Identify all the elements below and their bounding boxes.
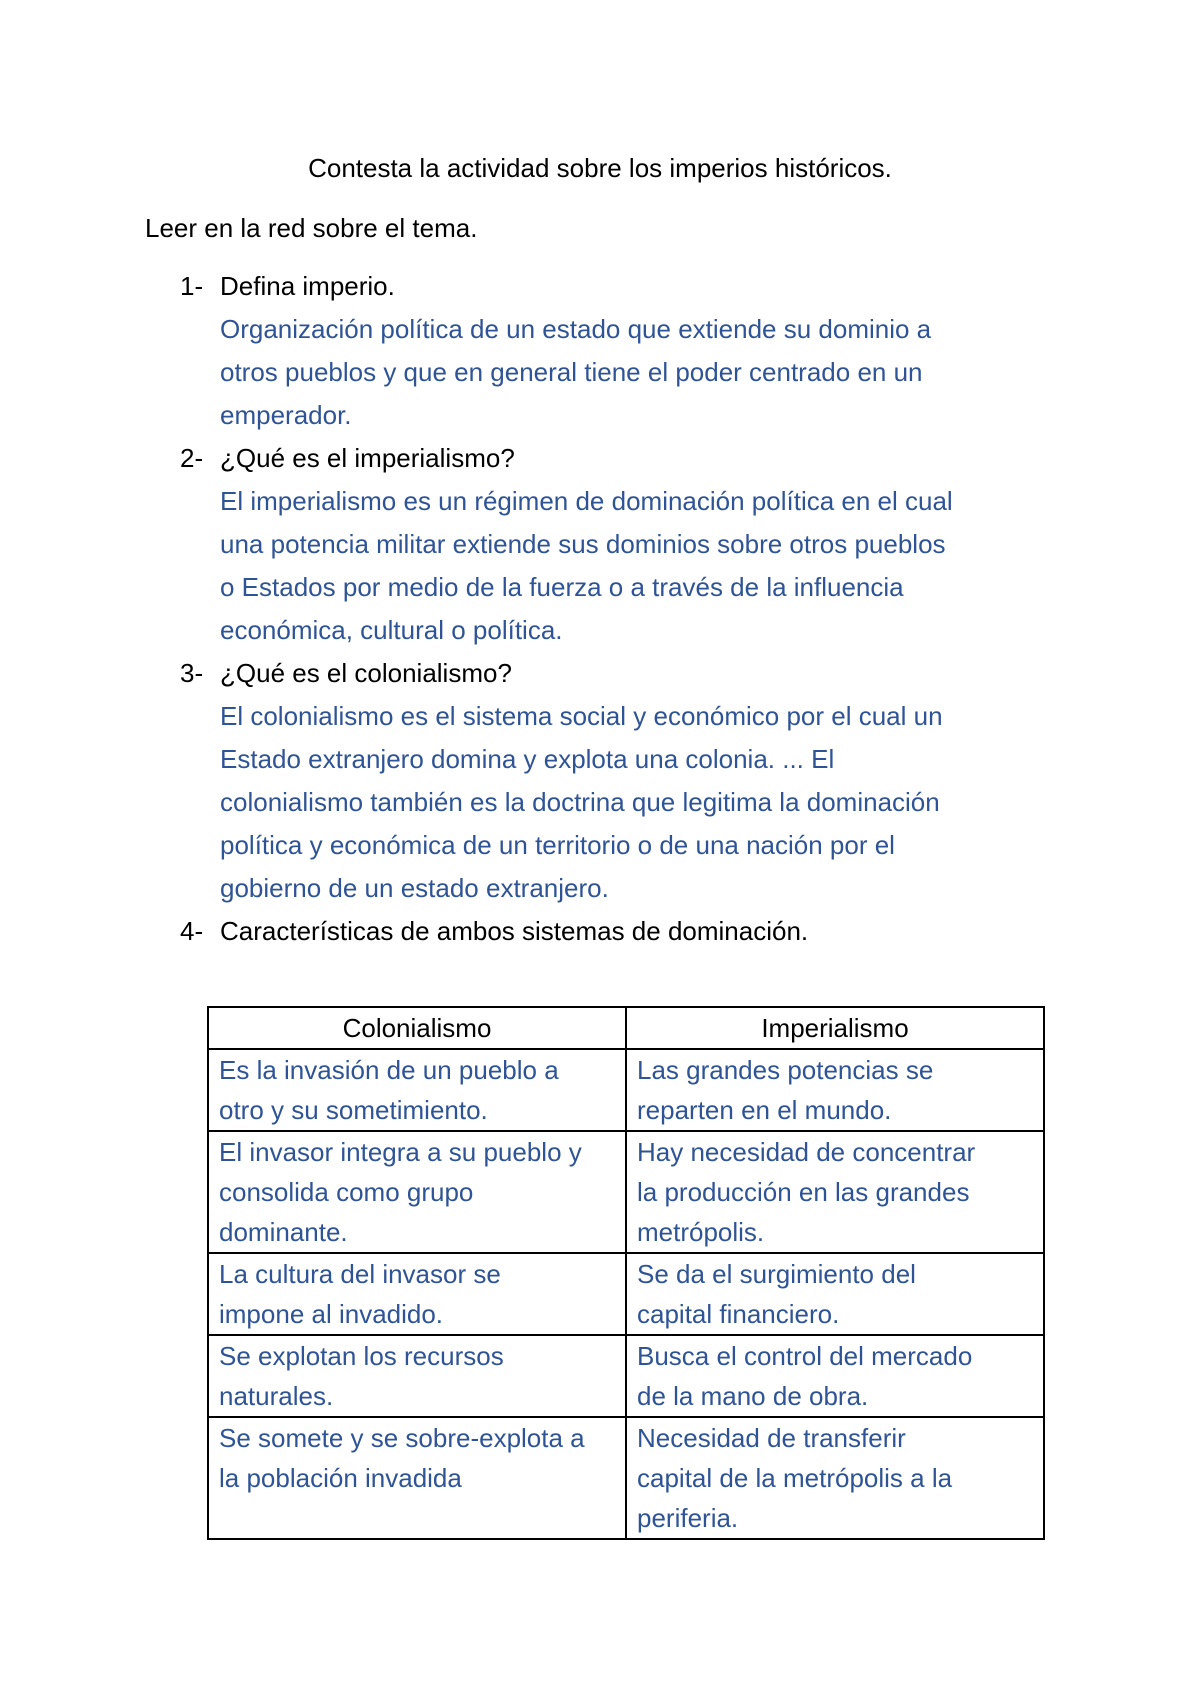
answer-line: Estado extranjero domina y explota una colonia. ... El [220,744,835,774]
table-cell-colonialismo [208,1253,626,1335]
question-text: Características de ambos sistemas de dominación. [220,916,809,946]
cell-line: metrópolis. [637,1217,765,1247]
table-cell-imperialismo [626,1253,1044,1335]
table-row [208,1049,1044,1131]
table-cell-imperialismo [626,1049,1044,1131]
question-number: 1- [180,271,204,301]
answer-line: gobierno de un estado extranjero. [220,873,609,903]
cell-line: la producción en las grandes [637,1177,970,1207]
question-3 [180,652,1060,695]
table-row [208,1335,1044,1417]
answer-line: una potencia militar extiende sus dominios sobre otros pueblos [220,529,946,559]
answer-line: otros pueblos y que en general tiene el poder centrado en un [220,357,923,387]
cell-line: periferia. [637,1503,739,1533]
cell-line: Se da el surgimiento del [637,1259,916,1289]
question-text: ¿Qué es el imperialismo? [220,443,515,473]
question-2 [180,437,1060,480]
answer-line: colonialismo también es la doctrina que legitima la dominación [220,787,940,817]
cell-line: Hay necesidad de concentrar [637,1137,976,1167]
question-text: ¿Qué es el colonialismo? [220,658,512,688]
cell-line: naturales. [219,1381,334,1411]
cell-line: Es la invasión de un pueblo a [219,1055,559,1085]
table-row [208,1417,1044,1539]
document-title: Contesta la actividad sobre los imperios históricos. [308,153,892,183]
answer-1 [220,308,1060,437]
answer-line: política y económica de un territorio o de una nación por el [220,830,895,860]
cell-line: reparten en el mundo. [637,1095,892,1125]
cell-line: capital financiero. [637,1299,840,1329]
answer-line: económica, cultural o política. [220,615,563,645]
cell-line: Las grandes potencias se [637,1055,934,1085]
answer-line: Organización política de un estado que extiende su dominio a [220,314,932,344]
question-number: 3- [180,658,204,688]
cell-line: otro y su sometimiento. [219,1095,488,1125]
question-1 [180,265,1060,308]
header-colonialismo: Colonialismo [208,1007,626,1049]
cell-line: Se somete y se sobre-explota a [219,1423,585,1453]
cell-line: consolida como grupo [219,1177,474,1207]
answer-line: emperador. [220,400,352,430]
table-row [208,1131,1044,1253]
table-row [208,1253,1044,1335]
cell-line: Necesidad de transferir [637,1423,906,1453]
table-cell-colonialismo [208,1049,626,1131]
cell-line: dominante. [219,1217,348,1247]
table-cell-imperialismo [626,1417,1044,1539]
question-number: 4- [180,916,204,946]
question-text: Defina imperio. [220,271,395,301]
table-cell-imperialismo [626,1335,1044,1417]
answer-line: o Estados por medio de la fuerza o a través de la influencia [220,572,904,602]
cell-line: Se explotan los recursos [219,1341,504,1371]
answer-3 [220,695,1060,910]
question-number: 2- [180,443,204,473]
question-4 [180,910,1060,953]
document-intro: Leer en la red sobre el tema. [145,213,478,243]
answer-line: El colonialismo es el sistema social y económico por el cual un [220,701,943,731]
table-cell-colonialismo [208,1131,626,1253]
table-cell-colonialismo [208,1417,626,1539]
cell-line: capital de la metrópolis a la [637,1463,953,1493]
cell-line: impone al invadido. [219,1299,444,1329]
question-list [180,265,1060,953]
answer-line: El imperialismo es un régimen de dominación política en el cual [220,486,953,516]
cell-line: Busca el control del mercado [637,1341,973,1371]
comparison-table [207,1006,1045,1540]
cell-line: de la mano de obra. [637,1381,869,1411]
cell-line: La cultura del invasor se [219,1259,501,1289]
table-header-row [208,1007,1044,1049]
table-cell-imperialismo [626,1131,1044,1253]
cell-line: la población invadida [219,1463,462,1493]
cell-line: El invasor integra a su pueblo y [219,1137,582,1167]
header-imperialismo: Imperialismo [626,1007,1044,1049]
table-cell-colonialismo [208,1335,626,1417]
answer-2 [220,480,1060,652]
